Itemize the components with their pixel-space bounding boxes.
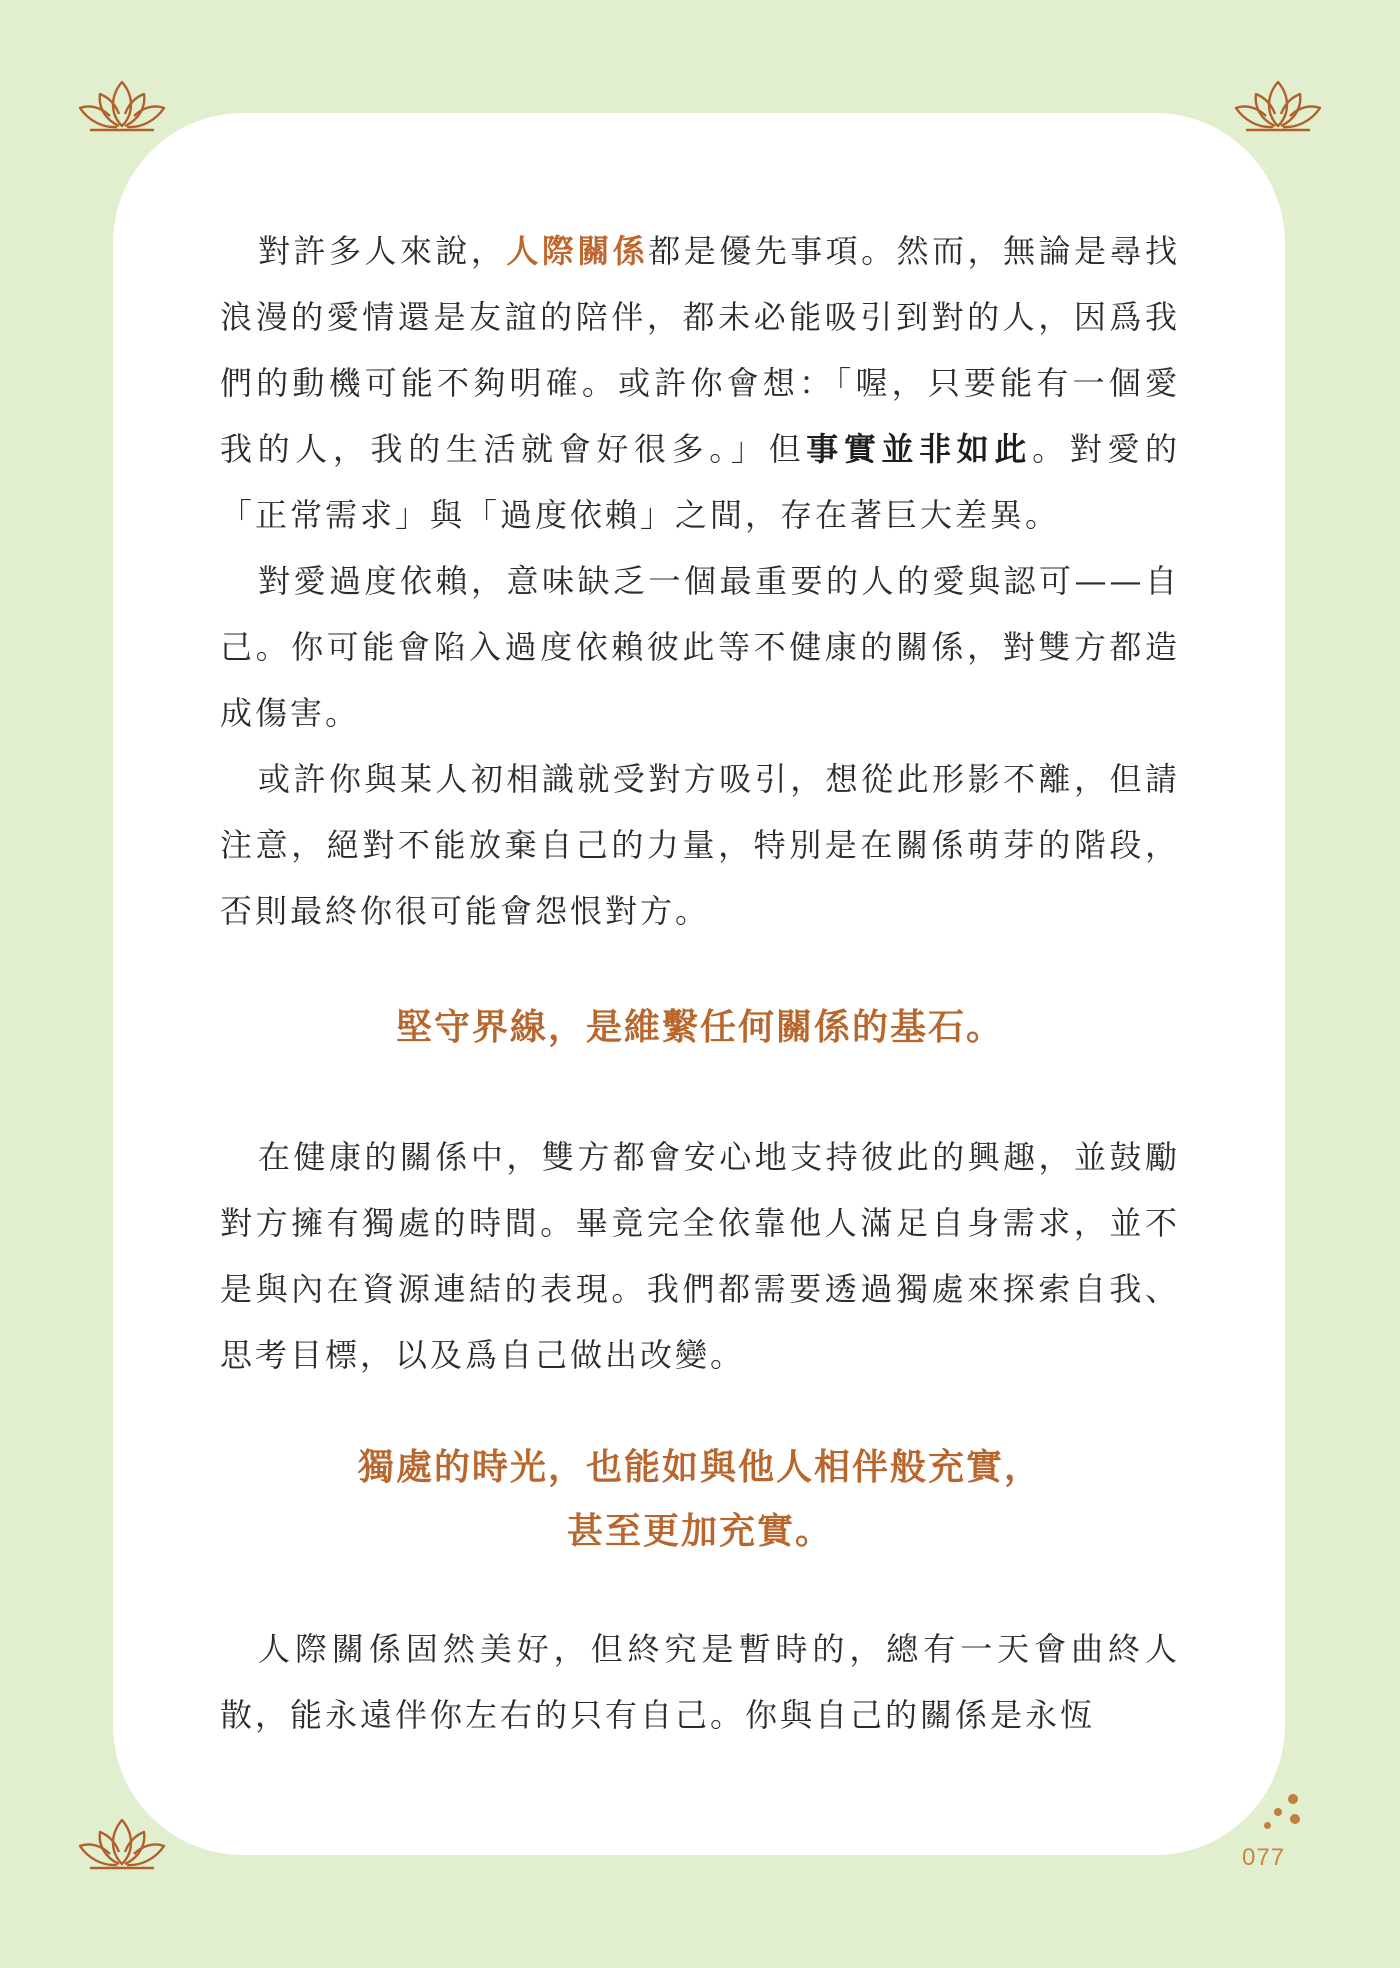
lotus-icon xyxy=(1228,74,1328,138)
dots-icon xyxy=(1264,1794,1300,1834)
pull-quote-2 xyxy=(220,1436,1180,1564)
paragraph-1 xyxy=(220,218,1180,548)
lotus-icon xyxy=(72,74,172,138)
paragraph-5: 人際關係固然美好，但終究是暫時的，總有一天會曲終人散，能永遠伴你左右的只有自己。你與自己的關係是永恆 xyxy=(220,1630,1180,1734)
pull-quote-1: 堅守界線，是維繫任何關係的基石。 xyxy=(395,1007,1004,1048)
paragraph-3: 或許你與某人初相識就受對方吸引，想從此形影不離，但請注意，絕對不能放棄自己的力量，特別是在關係萌芽的階段，否則最終你很可能會怨恨對方。 xyxy=(220,760,1180,930)
p1-text-middle: 都是優先事項。然而，無論是尋找浪漫的愛情還是友誼的陪伴，都未必能吸引到對的人，因爲我們的動機可能不夠明確。或許你會想：「喔，只要能有一個愛我的人，我的生活就會好很多。」但 xyxy=(220,232,1180,468)
pull-quote-2-line-1: 獨處的時光，也能如與他人相伴般充實， xyxy=(357,1447,1042,1488)
paragraph-4: 在健康的關係中，雙方都會安心地支持彼此的興趣，並鼓勵對方擁有獨處的時間。畢竟完全依靠他人滿足自身需求，並不是與內在資源連結的表現。我們都需要透過獨處來探索自我、思考目標，以及爲自己做出改變。 xyxy=(220,1138,1180,1374)
p1-text-after: 。對愛的「正常需求」與「過度依賴」之間，存在著巨大差異。 xyxy=(220,430,1180,534)
emphasis-text: 事實並非如此 xyxy=(806,430,1033,468)
pull-quote-2-line-2: 甚至更加充實。 xyxy=(566,1511,833,1552)
page-content xyxy=(220,218,1180,1748)
p1-text-before: 對許多人來說， xyxy=(258,232,507,270)
page-number: 077 xyxy=(1242,1844,1286,1871)
paragraph-2: 對愛過度依賴，意味缺乏一個最重要的人的愛與認可——自己。你可能會陷入過度依賴彼此等不健康的關係，對雙方都造成傷害。 xyxy=(220,562,1180,732)
highlight-term: 人際關係 xyxy=(506,232,649,270)
